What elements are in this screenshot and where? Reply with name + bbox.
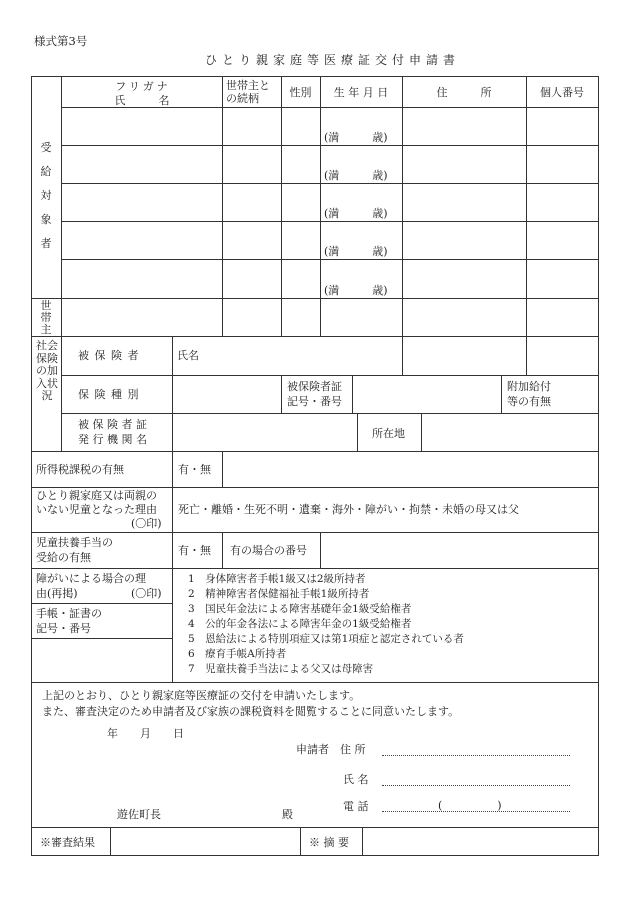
applicant-name-field[interactable]	[382, 785, 570, 786]
insurance-type-label: 保 険 種 別	[78, 388, 140, 401]
disability-option[interactable]: 1 身体障害者手帳1級又は2級所持者	[188, 573, 366, 585]
reason-label-3: (〇印)	[131, 517, 162, 530]
addon-label-1: 附加給付	[507, 380, 551, 393]
header-personal-number: 個人番号	[540, 86, 584, 99]
issuer-label-2: 発 行 機 関 名	[78, 433, 147, 446]
age-field: (満 歳)	[324, 131, 388, 144]
insured-name-label: 氏名	[177, 349, 199, 362]
notebook-label-1: 手帳・証書の	[36, 607, 102, 620]
age-field: (満 歳)	[324, 284, 388, 297]
disability-option[interactable]: 7 児童扶養手当法による父又は母障害	[188, 663, 374, 675]
disability-option[interactable]: 6 療育手帳A所持者	[188, 648, 287, 660]
recipients-label: 受給対象者	[40, 141, 52, 250]
declaration-line-2: また、審査決定のため申請者及び家族の課税資料を閲覧することに同意いたします。	[42, 705, 460, 718]
child-allowance-number-label: 有の場合の番号	[230, 544, 307, 557]
insurance-section-label: 社会保険の加入状況	[36, 339, 58, 402]
disability-option[interactable]: 4 公的年金各法による障害年金の1級受給権者	[188, 618, 412, 630]
applicant-address-field[interactable]	[382, 755, 570, 756]
notebook-label-2: 記号・番号	[36, 622, 91, 635]
honorific: 殿	[282, 808, 293, 821]
age-field: (満 歳)	[324, 169, 388, 182]
reason-options[interactable]: 死亡・離婚・生死不明・遺棄・海外・障がい・拘禁・未婚の母又は父	[178, 503, 519, 516]
page-title: ひとり親家庭等医療証交付申請書	[205, 53, 461, 67]
child-allowance-label-1: 児童扶養手当の	[36, 536, 113, 549]
applicant-phone-label: 電 話	[343, 800, 369, 813]
child-allowance-choice[interactable]: 有・無	[178, 544, 211, 557]
header-relation: 世帯主と の続柄	[226, 79, 270, 105]
applicant-address-label: 申請者 住 所	[296, 743, 366, 756]
disability-option[interactable]: 5 恩給法による特別項症又は第1項症と認定されている者	[188, 633, 464, 645]
income-tax-choice[interactable]: 有・無	[178, 463, 211, 476]
review-result-label: ※審査結果	[40, 836, 95, 849]
addressee: 遊佐町長	[117, 808, 161, 821]
header-furigana: フリガナ	[115, 80, 171, 93]
reason-label-2: いない児童となった理由	[36, 503, 157, 516]
form-number: 様式第3号	[34, 34, 88, 48]
phone-paren: ( )	[438, 799, 502, 812]
age-field: (満 歳)	[324, 207, 388, 220]
disability-option[interactable]: 3 国民年金法による障害基礎年金1級受給権者	[188, 603, 412, 615]
householder-label: 世帯主	[40, 299, 52, 336]
child-allowance-label-2: 受給の有無	[36, 551, 91, 564]
remarks-label: ※ 摘 要	[309, 836, 349, 849]
header-gender: 性別	[289, 86, 312, 99]
issuer-label-1: 被 保 険 者 証	[78, 418, 147, 431]
addon-label-2: 等の有無	[507, 395, 551, 408]
location-label: 所在地	[372, 427, 405, 440]
header-address: 住 所	[436, 86, 492, 99]
disability-label-2: 由(再掲)	[36, 587, 78, 600]
income-tax-label: 所得税課税の有無	[36, 463, 124, 476]
header-birthdate: 生 年 月 日	[333, 86, 389, 99]
reason-label-1: ひとり親家庭又は両親の	[36, 489, 157, 502]
header-name: 氏 名	[114, 94, 170, 107]
disability-option[interactable]: 2 精神障害者保健福祉手帳1級所持者	[188, 588, 370, 600]
disability-label-3: (〇印)	[131, 587, 162, 600]
age-field: (満 歳)	[324, 245, 388, 258]
declaration-line-1: 上記のとおり、ひとり親家庭等医療証の交付を申請いたします。	[42, 689, 361, 702]
card-label-1: 被保険者証	[287, 380, 342, 393]
insured-label: 被 保 険 者	[78, 349, 140, 362]
applicant-name-label: 氏 名	[343, 773, 369, 786]
date-field[interactable]: 年 月 日	[107, 727, 184, 740]
card-label-2: 記号・番号	[287, 395, 342, 408]
disability-label-1: 障がいによる場合の理	[36, 572, 146, 585]
